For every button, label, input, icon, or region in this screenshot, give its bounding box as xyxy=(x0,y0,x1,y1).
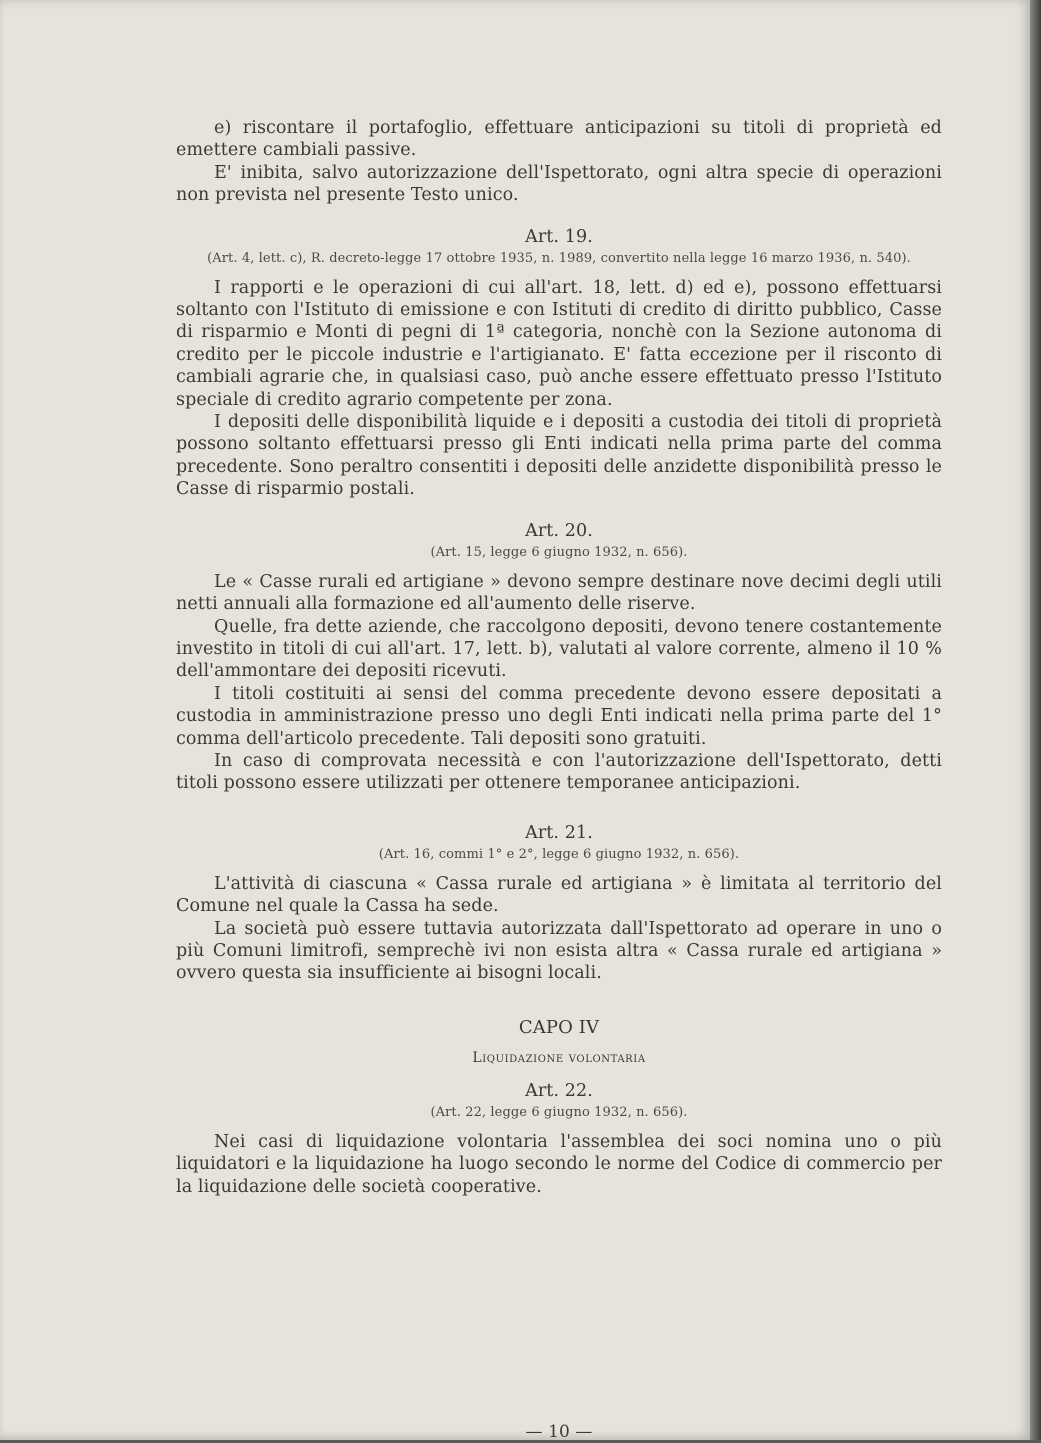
article-heading: Art. 22. xyxy=(525,1080,593,1101)
page-number: — 10 — xyxy=(525,1422,593,1442)
page-body xyxy=(176,117,942,1442)
paragraph: Quelle, fra dette aziende, che raccolgono depositi, devono tenere costantemente investito in titoli di cui all'art. 17, lett. b), valutati al valore corrente, almeno il 10 % dell'ammontare dei depositi ricevuti. xyxy=(176,616,942,682)
paragraph: La società può essere tuttavia autorizzata dall'Ispettorato ad operare in uno o più Comuni limitrofi, semprechè ivi non esista altra « Cassa rurale ed artigiana » ovvero questa sia insufficiente ai bisogni locali. xyxy=(176,918,942,984)
article-reference: (Art. 15, legge 6 giugno 1932, n. 656). xyxy=(430,544,688,560)
paragraph: E' inibita, salvo autorizzazione dell'Ispettorato, ogni altra specie di operazioni non prevista nel presente Testo unico. xyxy=(176,162,942,206)
paragraph: Nei casi di liquidazione volontaria l'assemblea dei soci nomina uno o più liquidatori e la liquidazione ha luogo secondo le norme del Codice di commercio per la liquidazione delle società cooperative. xyxy=(176,1131,942,1197)
page-edge-shadow xyxy=(1030,0,1041,1440)
article-heading: Art. 19. xyxy=(525,226,593,247)
article-reference: (Art. 22, legge 6 giugno 1932, n. 656). xyxy=(430,1104,688,1120)
paragraph: L'attività di ciascuna « Cassa rurale ed artigiana » è limitata al territorio del Comune nel quale la Cassa ha sede. xyxy=(176,873,942,917)
paragraph: Le « Casse rurali ed artigiane » devono sempre destinare nove decimi degli utili netti annuali alla formazione ed all'aumento delle riserve. xyxy=(176,571,942,615)
article-reference: (Art. 16, commi 1° e 2°, legge 6 giugno 1932, n. 656). xyxy=(378,846,740,862)
paragraph: I rapporti e le operazioni di cui all'art. 18, lett. d) ed e), possono effettuarsi soltanto con l'Istituto di emissione e con Istituti di credito di diritto pubblico, Casse di risparmio e Monti di pegni di 1ª categoria, nonchè con la Sezione autonoma di credito per le piccole industrie e l'artigianato. E' fatta eccezione per il risconto di cambiali agrarie che, in qualsiasi caso, può anche essere effettuato presso l'Istituto speciale di credito agrario competente per zona. xyxy=(176,277,942,410)
article-heading: Art. 20. xyxy=(525,520,593,541)
paragraph: In caso di comprovata necessità e con l'autorizzazione dell'Ispettorato, detti titoli possono essere utilizzati per ottenere temporanee anticipazioni. xyxy=(176,750,942,794)
article-reference: (Art. 4, lett. c), R. decreto-legge 17 ottobre 1935, n. 1989, convertito nella legge 16 marzo 1936, n. 540). xyxy=(207,250,911,266)
article-heading: Art. 21. xyxy=(525,822,593,843)
paragraph: I titoli costituiti ai sensi del comma precedente devono essere depositati a custodia in amministrazione presso uno degli Enti indicati nella prima parte del 1° comma dell'articolo precedente. Tali depositi sono gratuiti. xyxy=(176,683,942,749)
paragraph: I depositi delle disponibilità liquide e i depositi a custodia dei titoli di proprietà possono soltanto effettuarsi presso gli Enti indicati nella prima parte del comma precedente. Sono peraltro consentiti i depositi delle anzidette disponibilità presso le Casse di risparmio postali. xyxy=(176,412,942,500)
paragraph: e) riscontare il portafoglio, effettuare anticipazioni su titoli di proprietà ed emettere cambiali passive. xyxy=(176,118,942,161)
chapter-title: Liquidazione volontaria xyxy=(472,1049,646,1066)
chapter-heading: CAPO IV xyxy=(518,1016,600,1038)
